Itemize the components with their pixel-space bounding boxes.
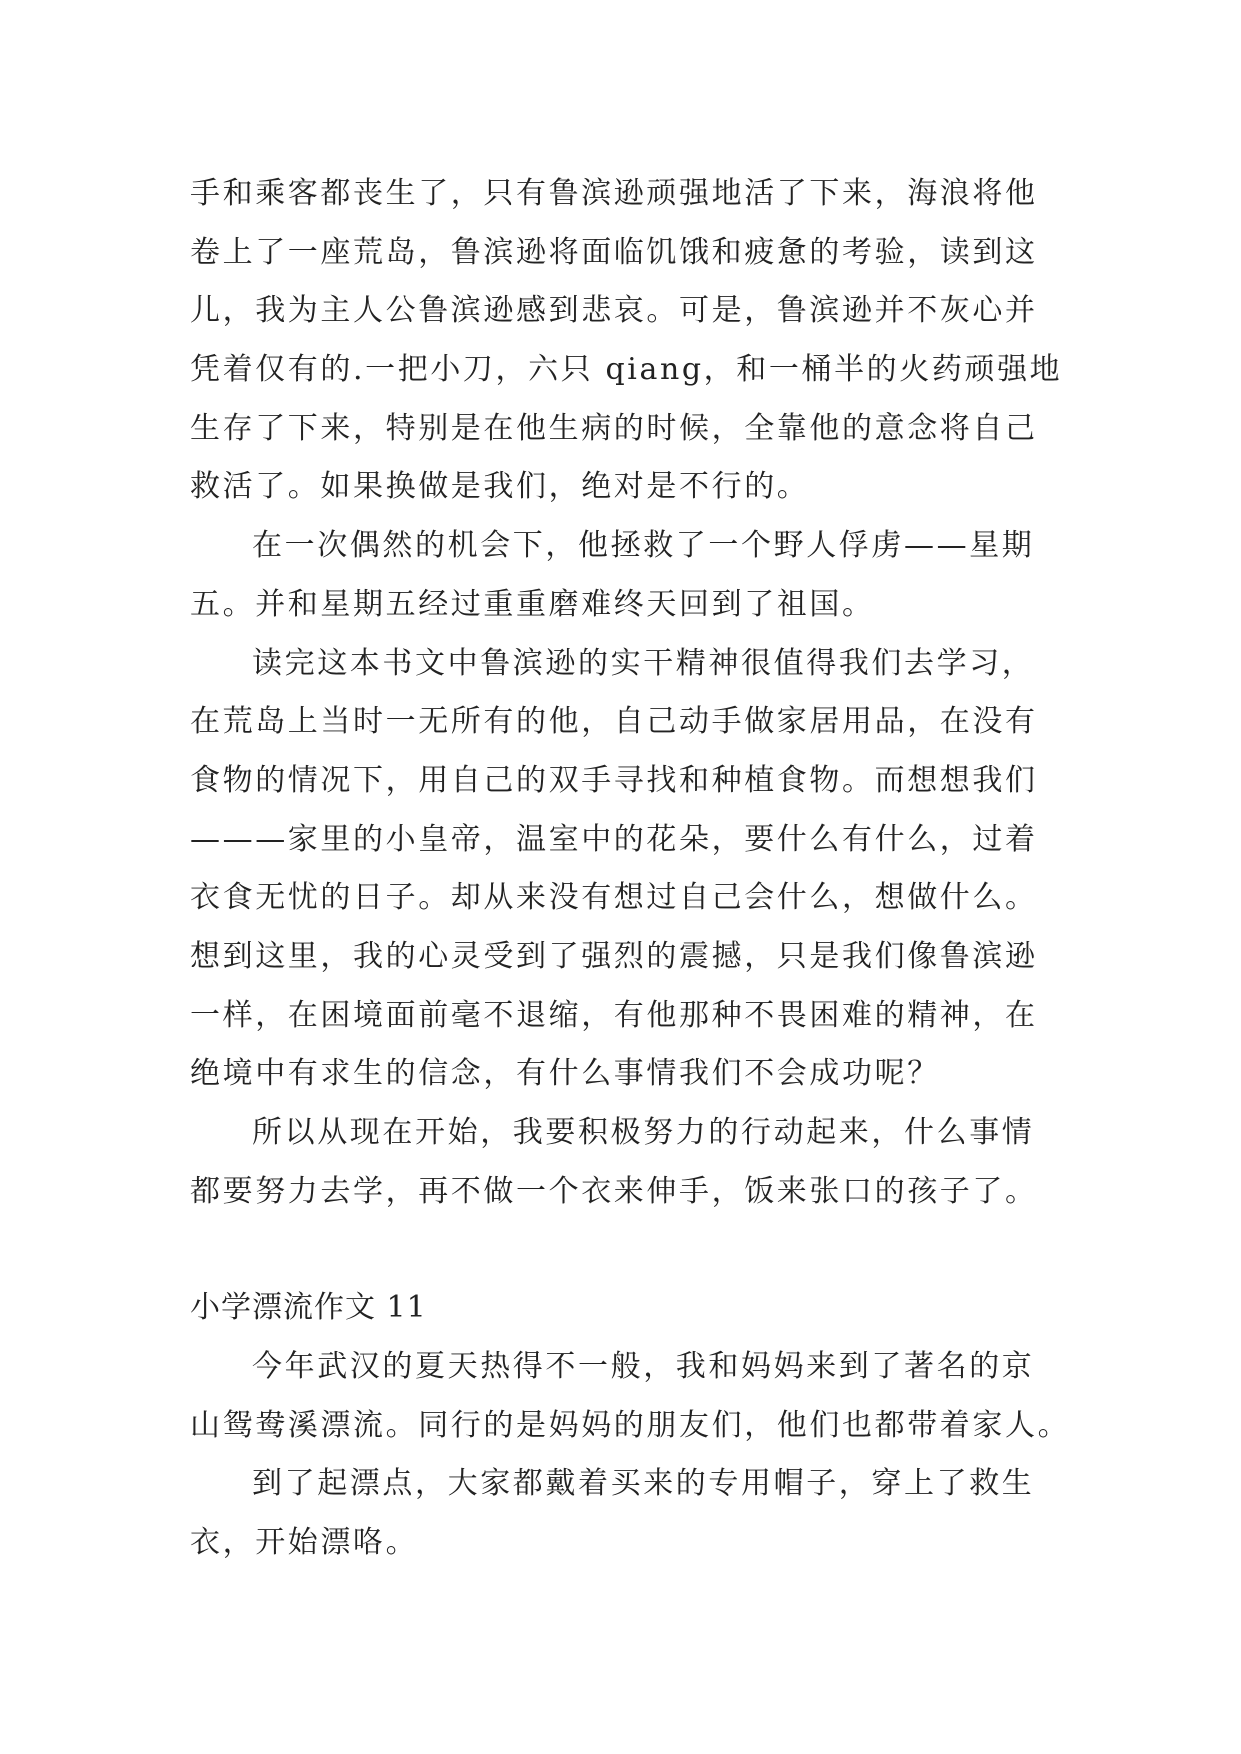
paragraph-line: 救活了。如果换做是我们，绝对是不行的。 xyxy=(190,469,810,505)
paragraph-line: 儿，我为主人公鲁滨逊感到悲哀。可是，鲁滨逊并不灰心并 xyxy=(190,293,1038,329)
section-title: 小学漂流作文 11 xyxy=(190,1290,427,1326)
paragraph-line: 衣食无忧的日子。却从来没有想过自己会什么，想做什么。 xyxy=(190,880,1038,916)
paragraph-line: 在一次偶然的机会下，他拯救了一个野人俘虏——星期 xyxy=(252,528,1035,564)
paragraph-line: 手和乘客都丧生了，只有鲁滨逊顽强地活了下来，海浪将他 xyxy=(190,176,1038,211)
paragraph-line: 都要努力去学，再不做一个衣来伸手，饭来张口的孩子了。 xyxy=(190,1173,1038,1209)
paragraph-line: 一样，在困境面前毫不退缩，有他那种不畏困难的精神，在 xyxy=(190,997,1038,1033)
paragraph-line: 山鸳鸯溪漂流。同行的是妈妈的朋友们，他们也都带着家人。 xyxy=(190,1407,1071,1443)
paragraph-line: 衣，开始漂咯。 xyxy=(190,1525,419,1561)
paragraph-line: 五。并和星期五经过重重磨难终天回到了祖国。 xyxy=(190,586,875,622)
paragraph-line: 到了起漂点，大家都戴着买来的专用帽子，穿上了救生 xyxy=(252,1466,1035,1502)
paragraph-line: 绝境中有求生的信念，有什么事情我们不会成功呢？ xyxy=(190,1056,940,1092)
paragraph-line: 食物的情况下，用自己的双手寻找和种植食物。而想想我们 xyxy=(190,762,1038,798)
document-body xyxy=(190,165,1070,1573)
paragraph-line: 在荒岛上当时一无所有的他，自己动手做家居用品，在没有 xyxy=(190,704,1038,740)
paragraph-line: 所以从现在开始，我要积极努力的行动起来，什么事情 xyxy=(252,1115,1035,1150)
paragraph-line: 想到这里，我的心灵受到了强烈的震撼，只是我们像鲁滨逊 xyxy=(190,938,1038,974)
paragraph-line: 今年武汉的夏天热得不一般，我和妈妈来到了著名的京 xyxy=(252,1349,1035,1385)
paragraph-line: 卷上了一座荒岛，鲁滨逊将面临饥饿和疲惫的考验，读到这 xyxy=(190,234,1038,270)
paragraph-line: 生存了下来，特别是在他生病的时候，全靠他的意念将自己 xyxy=(190,410,1038,446)
paragraph-line: 凭着仅有的.一把小刀，六只 qiang，和一桶半的火药顽强地 xyxy=(190,352,1063,388)
section-spacer xyxy=(190,1221,1070,1279)
paragraph-line: ———家里的小皇帝，温室中的花朵，要什么有什么，过着 xyxy=(190,821,1038,857)
paragraph-line: 读完这本书文中鲁滨逊的实干精神很值得我们去学习， xyxy=(252,645,1035,681)
